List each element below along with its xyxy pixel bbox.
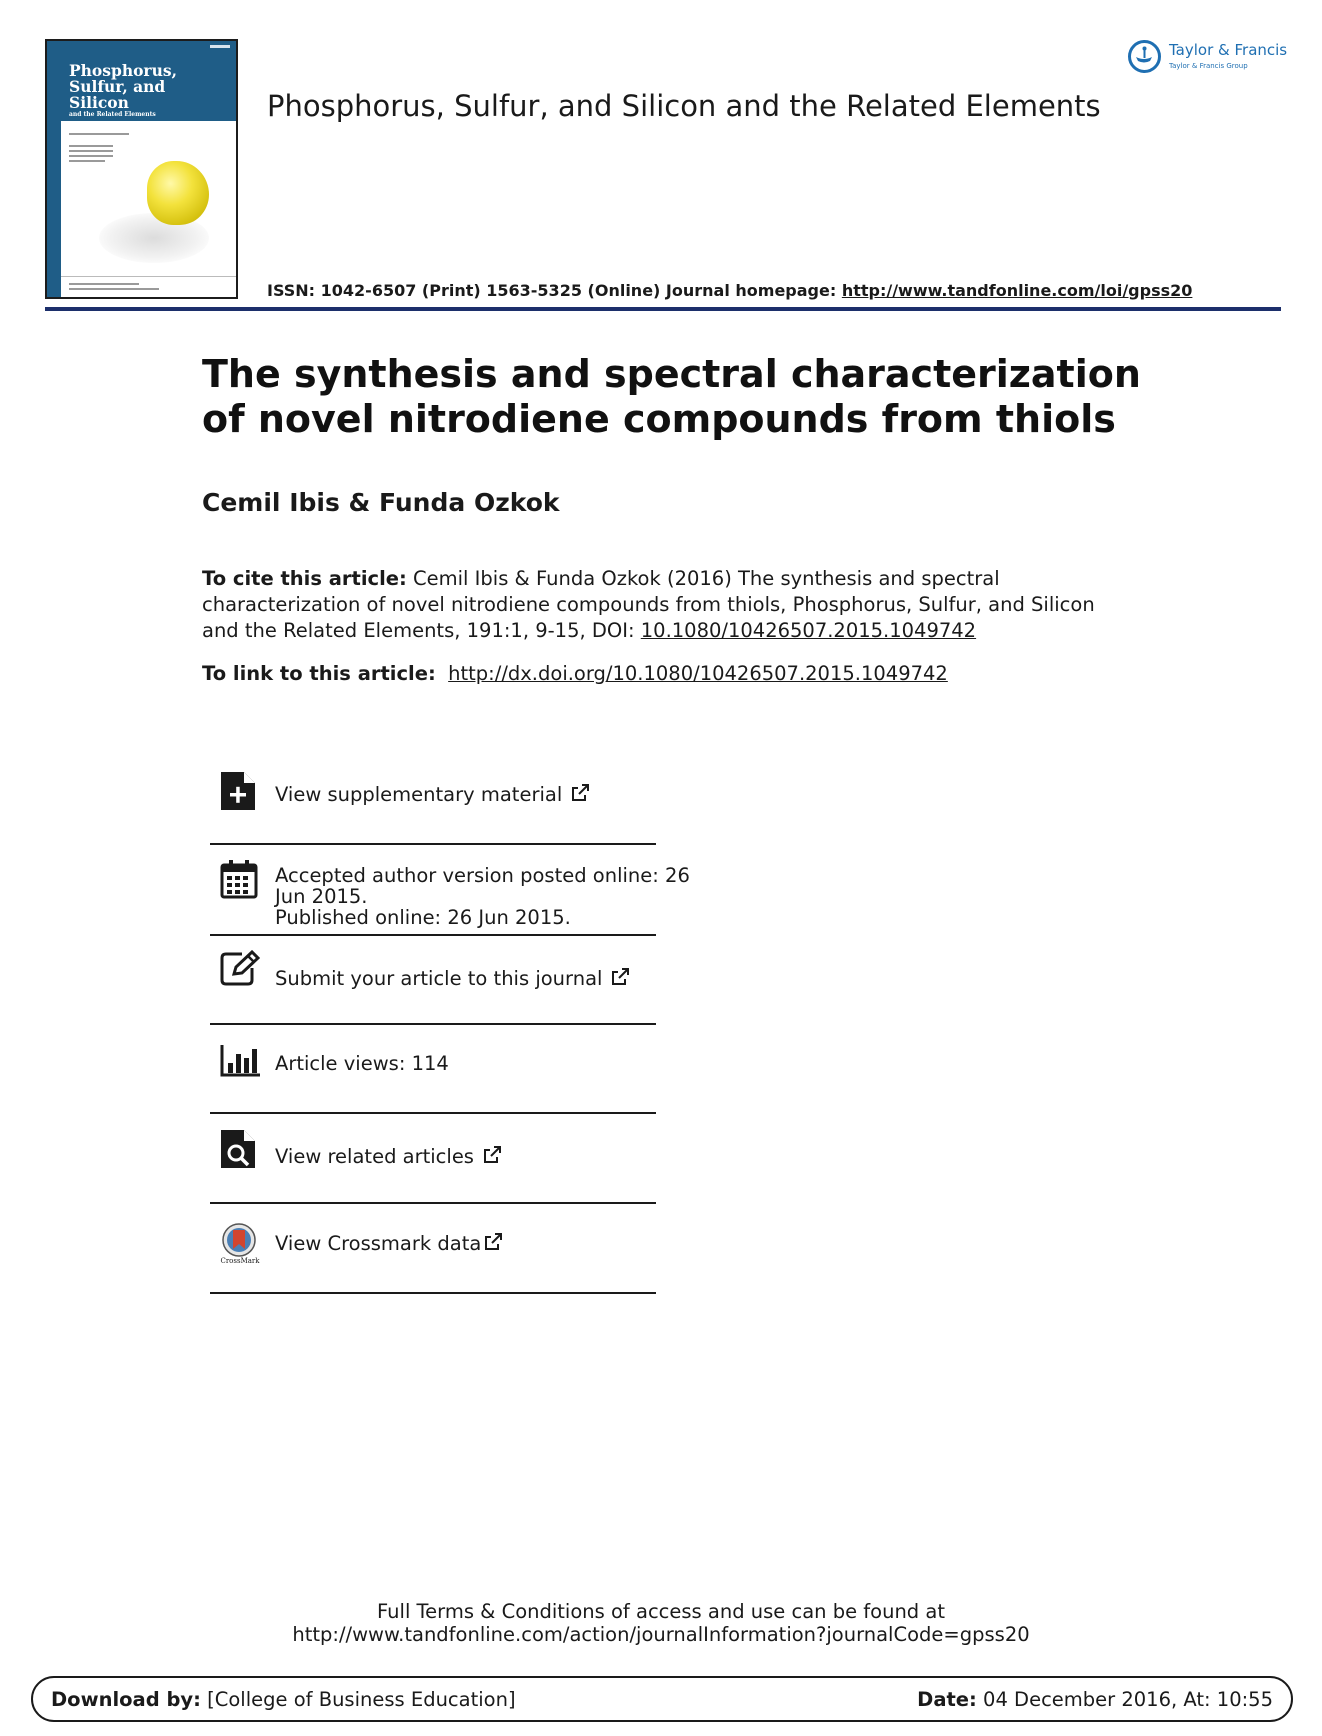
cover-code [210,45,230,48]
cover-fine-print [69,133,129,135]
download-by [51,1688,516,1711]
cover-fine-print [69,283,139,285]
external-link-icon [482,1145,502,1165]
cover-fine-print [69,150,113,152]
related-articles-row[interactable] [210,1114,656,1204]
journal-homepage-link[interactable]: http://www.tandfonline.com/loi/gpss20 [841,281,1193,300]
publisher-name: Taylor & Francis [1169,41,1288,59]
publisher-group: Taylor & Francis Group [1169,62,1248,70]
article-views: Article views: 114 [275,1052,449,1075]
view-supplementary-row[interactable] [210,752,656,845]
cover-spine [47,41,61,297]
citation-label: To cite this article: [202,567,407,590]
crossmark-label [275,1232,503,1254]
published-date: Published online: 26 Jun 2015. [275,906,571,929]
date-value: 04 December 2016, At: 10:55 [976,1688,1273,1711]
citation-text: Cemil Ibis & Funda Ozkok (2016) The synthesis and spectral characterization of novel nitrodiene compounds from thiols, Phosphorus, Sulfur, and Silicon and the Related Elements, 191:1, 9-15, DOI: [202,567,1095,642]
cover-title-band [61,41,236,121]
article-link-line [202,662,948,685]
crossmark-icon [218,1222,262,1265]
article-actions-list [210,752,690,1294]
terms-line: Full Terms & Conditions of access and use can be found at [377,1600,945,1623]
issn-line [267,281,1192,300]
download-date [917,1688,1273,1711]
terms-url[interactable]: http://www.tandfonline.com/action/journalInformation?journalCode=gpss20 [292,1623,1030,1646]
submit-article-row[interactable] [210,936,656,1025]
publisher-logo[interactable] [1128,40,1288,76]
download-label: Download by: [51,1688,201,1711]
cover-footer [61,276,236,297]
submit-article-text: Submit your article to this journal [275,967,603,990]
article-link-url[interactable]: http://dx.doi.org/10.1080/10426507.2015.1049742 [448,662,948,685]
terms-notice [0,1600,1322,1646]
file-plus-icon [220,771,258,811]
submit-article-label [275,967,630,989]
accepted-date-line: Jun 2015. [275,885,368,908]
article-views-row [210,1025,656,1114]
date-label: Date: [917,1688,977,1711]
journal-title: Phosphorus, Sulfur, and Silicon and the Related Elements [267,89,1101,123]
issn-text: ISSN: 1042-6507 (Print) 1563-5325 (Online) Journal homepage: [267,281,842,300]
doi-link[interactable]: 10.1080/10426507.2015.1049742 [640,619,977,642]
cover-fine-print [69,155,113,157]
cover-fine-print [69,160,105,162]
related-articles-label [275,1145,502,1167]
cover-title-line: Silicon [69,93,129,112]
citation-block [202,566,1132,644]
cover-title-line: Sulfur, and [69,77,166,96]
edit-icon [220,950,258,990]
calendar-icon [220,859,258,899]
article-link-label: To link to this article: [202,662,436,685]
download-info-box [31,1676,1293,1722]
crossmark-row[interactable] [210,1204,656,1294]
cover-fine-print [69,288,159,290]
supplementary-text: View supplementary material [275,783,563,806]
journal-cover-image [45,39,238,299]
accepted-date-line: Accepted author version posted online: 26 [275,864,690,887]
publisher-logo-icon [1128,40,1161,73]
download-value: [College of Business Education] [200,1688,516,1711]
bar-chart-icon [220,1045,258,1085]
crossmark-text: View Crossmark data [275,1232,482,1255]
publication-dates [275,865,690,928]
external-link-icon [570,783,590,803]
cover-title-line: Phosphorus, [69,61,177,80]
header-divider [45,307,1281,311]
cover-subtitle: and the Related Elements [69,111,156,118]
article-title: The synthesis and spectral characterization of novel nitrodiene compounds from thiols [202,352,1141,441]
external-link-icon [483,1232,503,1252]
publication-dates-row [210,845,690,936]
cover-fine-print [69,145,113,147]
file-search-icon [220,1129,258,1169]
cover-sulfur-crystal [147,161,209,225]
related-articles-text: View related articles [275,1145,474,1168]
supplementary-label [275,783,590,805]
crossmark-logo-text: CrossMark [220,1257,260,1265]
article-authors: Cemil Ibis & Funda Ozkok [202,488,560,517]
external-link-icon [610,967,630,987]
